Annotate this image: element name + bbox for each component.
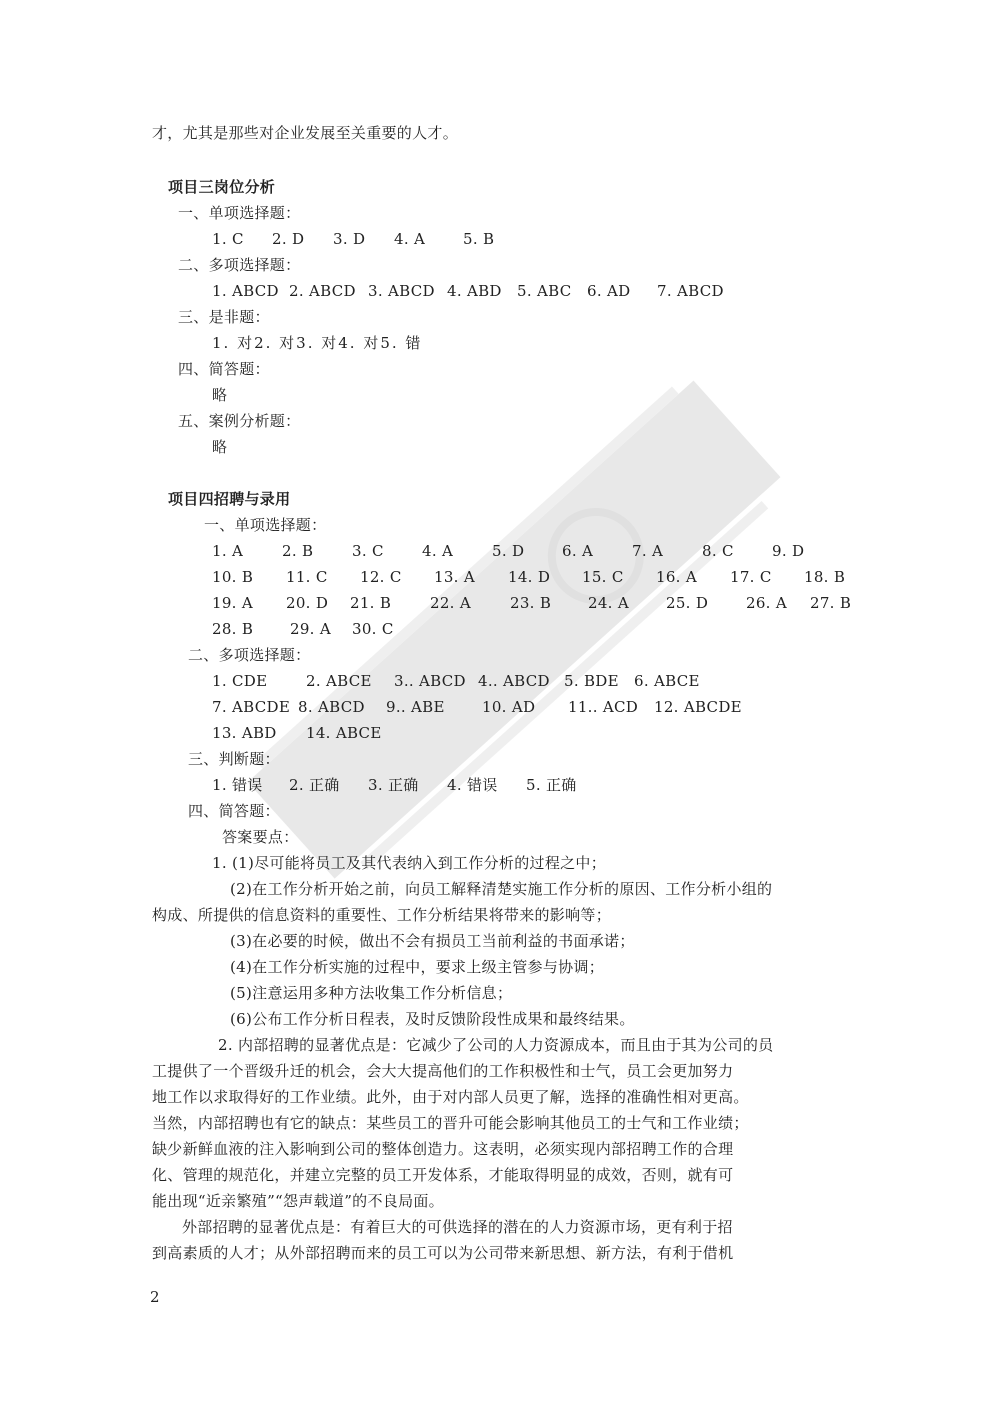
p4-s1-row: [212, 593, 851, 613]
answer: 3. C: [352, 542, 384, 560]
p4-s2-row: [212, 697, 742, 717]
top-line: 才，尤其是那些对企业发展至关重要的人才。: [152, 124, 459, 142]
p4-section1-title: 一、单项选择题：: [204, 516, 327, 534]
answer-point: 1. (1)尽可能将员工及其代表纳入到工作分析的过程之中；: [212, 854, 607, 872]
answer: 1. A: [212, 542, 244, 560]
answer: 4. 错误: [447, 776, 498, 794]
answer: 7. ABCD: [657, 282, 724, 300]
p3-section1-answers: [212, 229, 494, 249]
p3-section5-answer: 略: [212, 438, 228, 456]
answer: 23. B: [510, 594, 552, 612]
answer: 6. A: [562, 542, 594, 560]
answer: 1. ABCD: [212, 282, 279, 300]
answer: 26. A: [746, 594, 787, 612]
answer: 3. 正确: [368, 776, 419, 794]
answer: 13. ABD: [212, 724, 277, 742]
answer: 15. C: [582, 568, 624, 586]
answer: 5. B: [463, 230, 495, 248]
answer: 1. 错误: [212, 776, 263, 794]
answer: 11. C: [286, 568, 328, 586]
answer: 29. A: [290, 620, 331, 638]
p3-section2-title: 二、多项选择题：: [178, 256, 301, 274]
answer: 9. D: [772, 542, 805, 560]
p3-section3-title: 三、是非题：: [178, 308, 270, 326]
p4-section2-title: 二、多项选择题：: [188, 646, 311, 664]
paragraph-line: 缺少新鲜血液的注入影响到公司的整体创造力。这表明，必须实现内部招聘工作的合理: [152, 1140, 734, 1158]
answer: 6. AD: [587, 282, 631, 300]
p4-s1-row: [212, 567, 845, 587]
answer-point: (5)注意运用多种方法收集工作分析信息；: [230, 984, 513, 1002]
answer: 13. A: [434, 568, 475, 586]
answer: 7. ABCDE: [212, 698, 291, 716]
project4-title: 项目四招聘与录用: [168, 490, 291, 508]
answer: 19. A: [212, 594, 253, 612]
p4-s1-row: [212, 541, 804, 561]
p4-s2-row: [212, 671, 700, 691]
answer: 5. BDE: [564, 672, 619, 690]
answer: 3.. ABCD: [394, 672, 466, 690]
answer: 18. B: [804, 568, 846, 586]
answer: 5. 正确: [526, 776, 577, 794]
answer: 28. B: [212, 620, 254, 638]
answer: 4. A: [394, 230, 426, 248]
paragraph-line: 到高素质的人才；从外部招聘而来的员工可以为公司带来新思想、新方法，有利于借机: [152, 1244, 734, 1262]
p3-section4-title: 四、简答题：: [178, 360, 270, 378]
answer: 25. D: [666, 594, 709, 612]
answer: 8. ABCD: [298, 698, 365, 716]
answer: 7. A: [632, 542, 664, 560]
answer: 9.. ABE: [386, 698, 445, 716]
answer: 12. C: [360, 568, 402, 586]
answer: 1. C: [212, 230, 244, 248]
p3-section3-answers: 1. 对2. 对3. 对4. 对5. 错: [212, 334, 423, 352]
p4-section3-answers: [212, 775, 577, 795]
p4-section3-title: 三、判断题：: [188, 750, 280, 768]
p4-s1-row: [212, 619, 394, 639]
p4-section4-subtitle: 答案要点：: [222, 828, 299, 846]
answer: 27. B: [810, 594, 852, 612]
answer: 2. B: [282, 542, 314, 560]
answer: 17. C: [730, 568, 772, 586]
paragraph-line: 地工作以求取得好的工作业绩。此外，由于对内部人员更了解，选择的准确性相对更高。: [152, 1088, 749, 1106]
answer: 3. ABCD: [368, 282, 435, 300]
answer: 10. AD: [482, 698, 536, 716]
answer: 24. A: [588, 594, 629, 612]
paragraph-line: 外部招聘的显著优点是：有着巨大的可供选择的潜在的人力资源市场，更有利于招: [182, 1218, 733, 1236]
answer: 16. A: [656, 568, 697, 586]
answer: 2. ABCD: [289, 282, 356, 300]
answer: 5. ABC: [517, 282, 572, 300]
answer: 22. A: [430, 594, 471, 612]
paragraph-line: 2. 内部招聘的显著优点是：它减少了公司的人力资源成本，而且由于其为公司的员: [218, 1036, 774, 1054]
answer: 5. D: [492, 542, 525, 560]
answer-point: (6)公布工作分析日程表，及时反馈阶段性成果和最终结果。: [230, 1010, 635, 1028]
answer: 1. CDE: [212, 672, 268, 690]
answer: 30. C: [352, 620, 394, 638]
paragraph-line: 能出现“近亲繁殖”“怨声载道”的不良局面。: [152, 1192, 444, 1210]
answer: 4. A: [422, 542, 454, 560]
p4-section4-title: 四、简答题：: [188, 802, 280, 820]
p3-section2-answers: [212, 281, 724, 301]
paragraph-line: 工提供了一个晋级升迁的机会，会大大提高他们的工作积极性和士气，员工会更加努力: [152, 1062, 734, 1080]
answer: 14. ABCE: [306, 724, 382, 742]
answer: 4. ABD: [447, 282, 502, 300]
answer-point: 构成、所提供的信息资料的重要性、工作分析结果将带来的影响等；: [152, 906, 612, 924]
p3-section4-answer: 略: [212, 386, 228, 404]
answer: 8. C: [702, 542, 734, 560]
page-number: 2: [150, 1288, 160, 1306]
answer: 4.. ABCD: [478, 672, 550, 690]
answer: 6. ABCE: [634, 672, 700, 690]
answer: 20. D: [286, 594, 329, 612]
paragraph-line: 化、管理的规范化，并建立完整的员工开发体系，才能取得明显的成效，否则，就有可: [152, 1166, 734, 1184]
p3-section5-title: 五、案例分析题：: [178, 412, 301, 430]
answer: 3. D: [333, 230, 366, 248]
answer-point: (4)在工作分析实施的过程中，要求上级主管参与协调；: [230, 958, 605, 976]
answer-point: (3)在必要的时候，做出不会有损员工当前利益的书面承诺；: [230, 932, 635, 950]
project3-title: 项目三岗位分析: [168, 178, 276, 196]
answer: 2. 正确: [289, 776, 340, 794]
answer: 14. D: [508, 568, 551, 586]
answer: 12. ABCDE: [654, 698, 742, 716]
p3-section1-title: 一、单项选择题：: [178, 204, 301, 222]
answer: 21. B: [350, 594, 392, 612]
answer: 2. D: [272, 230, 305, 248]
answer-point: (2)在工作分析开始之前，向员工解释清楚实施工作分析的原因、工作分析小组的: [230, 880, 773, 898]
answer: 10. B: [212, 568, 254, 586]
paragraph-line: 当然，内部招聘也有它的缺点：某些员工的晋升可能会影响其他员工的士气和工作业绩；: [152, 1114, 749, 1132]
answer: 2. ABCE: [306, 672, 372, 690]
p4-s2-row: [212, 723, 382, 743]
answer: 11.. ACD: [568, 698, 639, 716]
